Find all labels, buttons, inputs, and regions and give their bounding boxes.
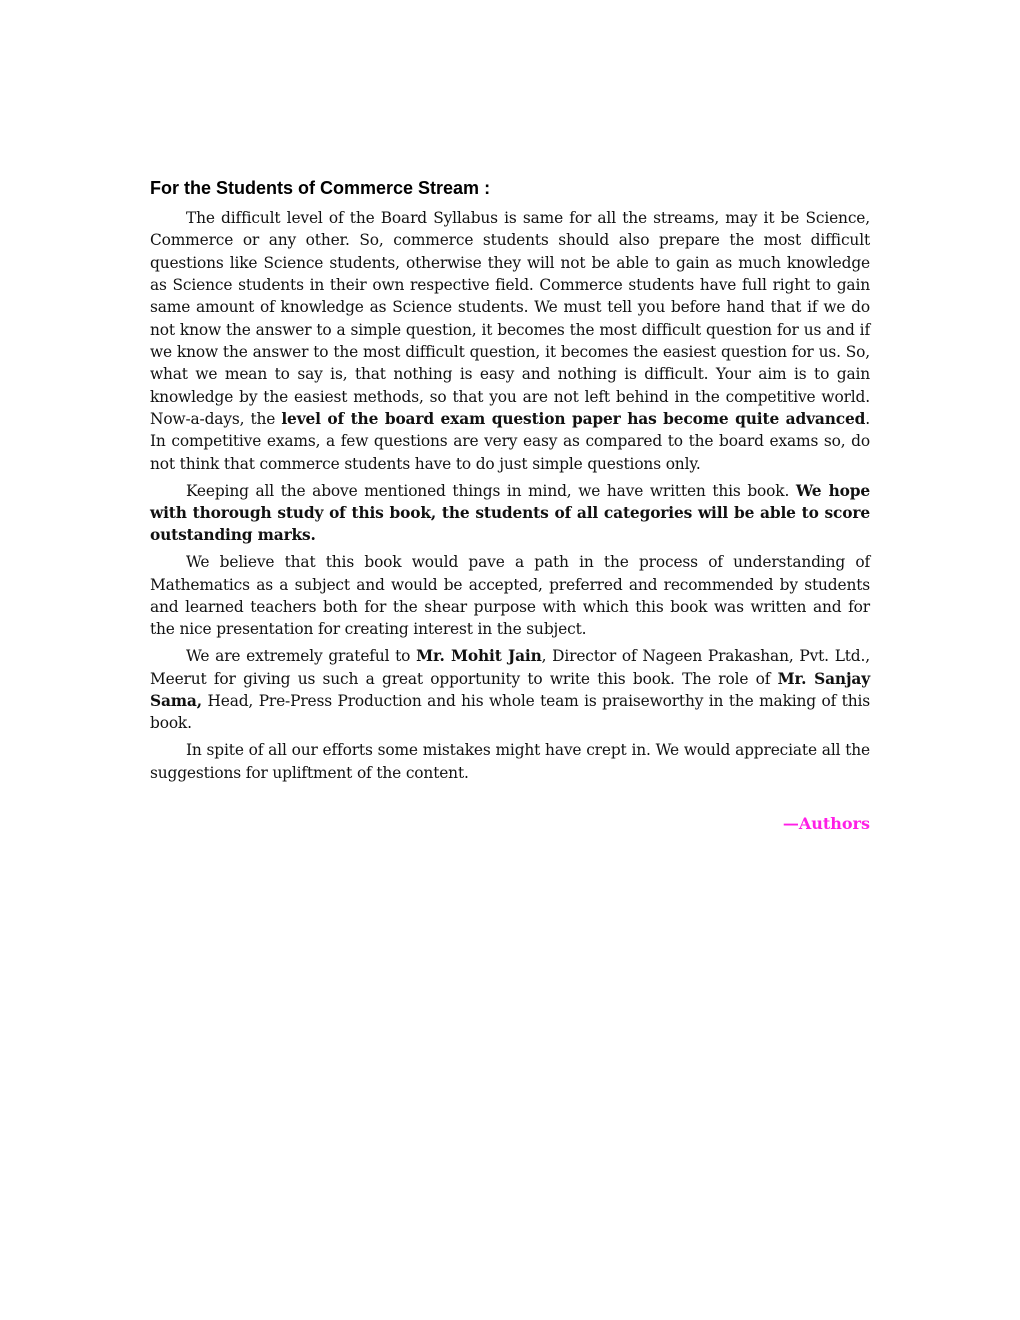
paragraph-5: [150, 739, 870, 784]
authors-signature: —Authors: [782, 813, 870, 833]
text: The difficult level of the Board Syllabus is same for all the streams, may it be Science, Commerce or any other. So, commerce students should also prepare the most difficult questions like Science students, otherwise they will not be able to gain as much knowledge as Science students in their own respective field. Commerce students have full right to gain same amount of knowledge as Science students. We must tell you before hand that if we do not know the answer to a simple question, it becomes the most difficult question for us and if we know the answer to the most difficult question, it becomes the easiest question for us. So, what we mean to say is, that nothing is easy and nothing is difficult. Your aim is to gain knowledge by the easiest methods, so that you are not left behind in the competitive world. Now-a-days, the: [150, 209, 870, 429]
paragraph-2: [150, 480, 870, 547]
text: Keeping all the above mentioned things in mind, we have written this book.: [186, 481, 796, 500]
text: . In competitive exams, a few questions are very easy as compared to the board exams so, do not think that commerce students have to do just simple questions only.: [150, 410, 870, 473]
paragraph-4: [150, 645, 870, 734]
section-heading: For the Students of Commerce Stream :: [150, 178, 491, 198]
text: We are extremely grateful to: [186, 647, 417, 666]
bold-text: level of the board exam question paper has become quite advanced: [281, 410, 866, 429]
paragraph-3: [150, 551, 870, 640]
bold-name: Mr. Sanjay Sama,: [150, 669, 870, 710]
text: We believe that this book would pave a path in the process of understanding of Mathematics as a subject and would be accepted, preferred and recommended by students and learned teachers both for the shear purpose with which this book was written and for the nice presentation for creating interest in the subject.: [150, 553, 870, 639]
text: In spite of all our efforts some mistakes might have crept in. We would appreciate all the suggestions for upliftment of the content.: [150, 741, 870, 782]
paragraph-1: [150, 207, 870, 475]
bold-text: We hope with thorough study of this book, the students of all categories will be able to score outstanding marks.: [150, 481, 870, 545]
preface-page: [150, 176, 870, 833]
bold-name: Mr. Mohit Jain: [416, 647, 542, 666]
text: Head, Pre-Press Production and his whole team is praiseworthy in the making of this book.: [150, 692, 870, 733]
text: , Director of Nageen Prakashan, Pvt. Ltd., Meerut for giving us such a great opportunity to write this book. The role of: [150, 647, 870, 688]
